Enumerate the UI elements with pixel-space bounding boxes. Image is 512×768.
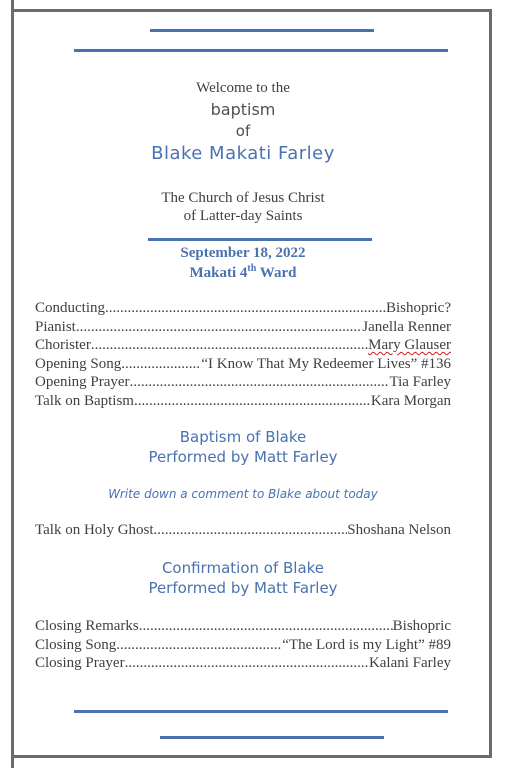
program-part3 xyxy=(35,618,451,674)
mid-rule xyxy=(148,238,372,241)
top-rule-long xyxy=(74,49,448,52)
program-part1 xyxy=(35,300,451,411)
bottom-rule-long xyxy=(74,710,448,713)
baptism-heading: Baptism of Blake xyxy=(179,428,307,446)
program-row: Closing Remarks ..... Bishopric xyxy=(35,618,451,637)
welcome-text: Welcome to the xyxy=(196,80,290,96)
baptism-performer: Performed by Matt Farley xyxy=(148,448,338,466)
program-row: Opening Song ..... “I Know That My Redeemer Lives” #136 xyxy=(35,356,451,375)
program-row: Talk on Baptism ..... Kara Morgan xyxy=(35,393,451,412)
program-row: Talk on Holy Ghost ..... Shoshana Nelson xyxy=(35,522,451,541)
bottom-rule-short xyxy=(160,736,384,739)
program-row: Opening Prayer ..... Tia Farley xyxy=(35,374,451,393)
comment-prompt: Write down a comment to Blake about today xyxy=(108,487,378,501)
candidate-name: Blake Makati Farley xyxy=(151,143,335,164)
page-border-top xyxy=(11,9,492,12)
program-part2 xyxy=(35,522,451,541)
program-row: Pianist ..... Janella Renner xyxy=(35,319,451,338)
page-border-left xyxy=(11,0,14,768)
church-name-line2: of Latter-day Saints xyxy=(183,208,303,224)
ward-name: Makati 4th Ward xyxy=(189,263,297,281)
page-border-bottom xyxy=(11,755,492,758)
program-row: Chorister ..... Mary Glauser xyxy=(35,337,451,356)
page-border-right xyxy=(489,9,492,758)
event-date: September 18, 2022 xyxy=(180,245,306,261)
top-rule-short xyxy=(150,29,374,32)
event-title: baptism xyxy=(210,100,276,119)
confirmation-heading: Confirmation of Blake xyxy=(161,559,325,577)
confirmation-performer: Performed by Matt Farley xyxy=(148,579,338,597)
program-row: Closing Prayer ..... Kalani Farley xyxy=(35,655,451,674)
program-row: Conducting ..... Bishopric? xyxy=(35,300,451,319)
of-text: of xyxy=(235,122,251,140)
program-row: Closing Song ..... “The Lord is my Light” #89 xyxy=(35,637,451,656)
church-name-line1: The Church of Jesus Christ xyxy=(161,190,325,206)
